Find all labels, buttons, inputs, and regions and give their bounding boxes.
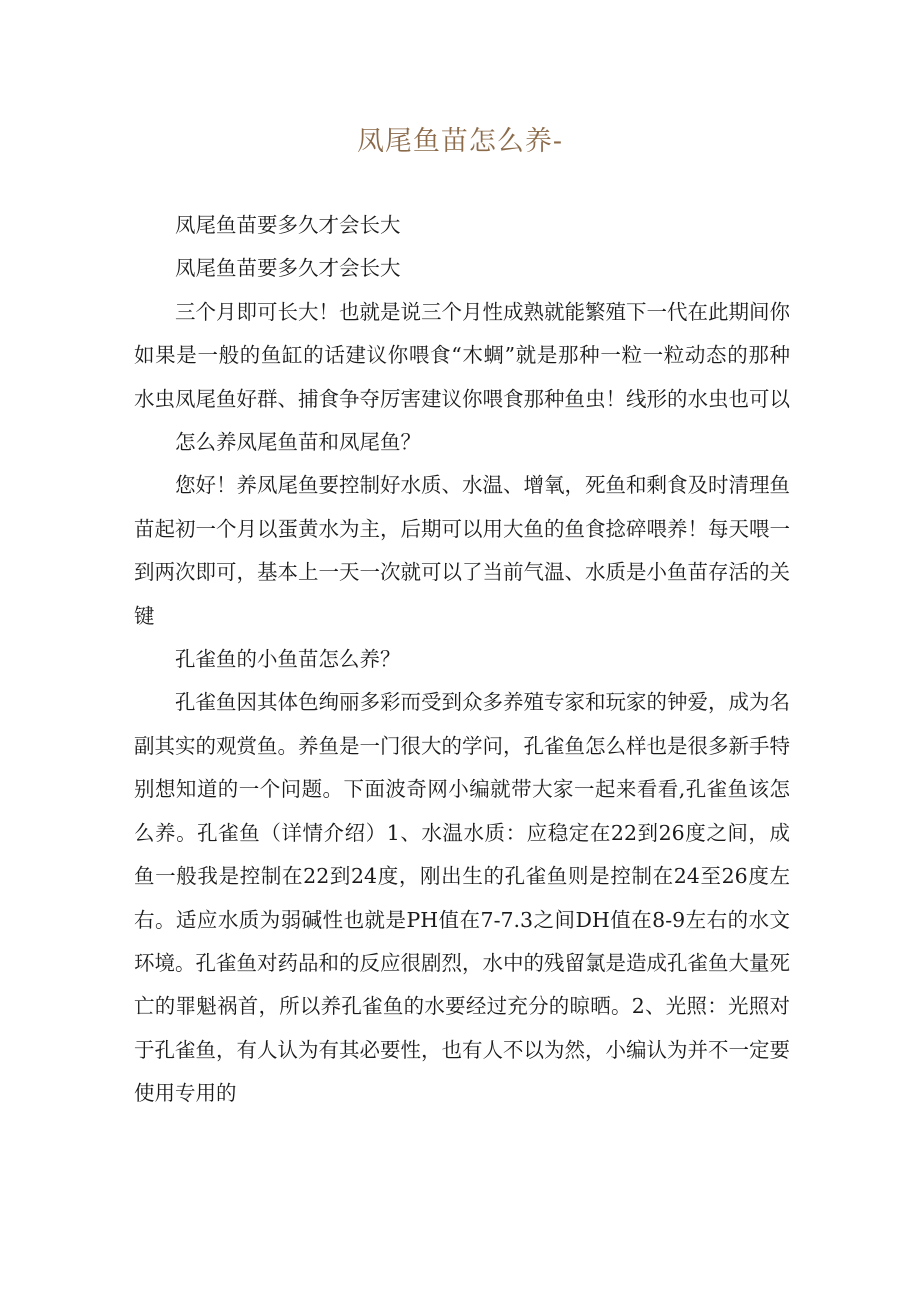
document-title: 凤尾鱼苗怎么养- [356, 126, 564, 157]
paragraph-1: 凤尾鱼苗要多久才会长大 [175, 213, 401, 237]
paragraph-5: 您好！养凤尾鱼要控制好水质、水温、增氧，死鱼和剩食及时清理鱼苗起初一个月以蛋黄水为主，后期可以用大鱼的鱼食捻碎喂养！每天喂一到两次即可，基本上一天一次就可以了当前气温、水质是小鱼苗存活的关键 [134, 473, 790, 628]
paragraph-4: 怎么养凤尾鱼苗和凤尾鱼？ [175, 430, 421, 455]
paragraph-2: 凤尾鱼苗要多久才会长大 [175, 256, 401, 281]
document-body [134, 204, 790, 1116]
paragraph-3: 三个月即可长大！也就是说三个月性成熟就能繁殖下一代在此期间你如果是一般的鱼缸的话建议你喂食“木蜩”就是那种一粒一粒动态的那种水虫凤尾鱼好群、捕食争夺厉害建议你喂食那种鱼虫！线形的水虫也可以 [134, 299, 790, 411]
paragraph-7: 孔雀鱼因其体色绚丽多彩而受到众多养殖专家和玩家的钟爱，成为名副其实的观赏鱼。养鱼是一门很大的学问，孔雀鱼怎么样也是很多新手特别想知道的一个问题。下面波奇网小编就带大家一起来看看,孔雀鱼该怎么养。孔雀鱼（详情介绍）1、水温水质：应稳定在22到26度之间，成鱼一般我是控制在22到24度，刚出生的孔雀鱼则是控制在24至26度左右。适应水质为弱碱性也就是PH值在7-7.3之间DH值在8-9左右的水文环境。孔雀鱼对药品和的反应很剧烈，水中的残留氯是造成孔雀鱼大量死亡的罪魁祸首，所以养孔雀鱼的水要经过充分的晾晒。2、光照：光照对于孔雀鱼，有人认为有其必要性，也有人不以为然，小编认为并不一定要使用专用的 [134, 690, 790, 1106]
paragraph-6: 孔雀鱼的小鱼苗怎么养？ [175, 647, 401, 672]
